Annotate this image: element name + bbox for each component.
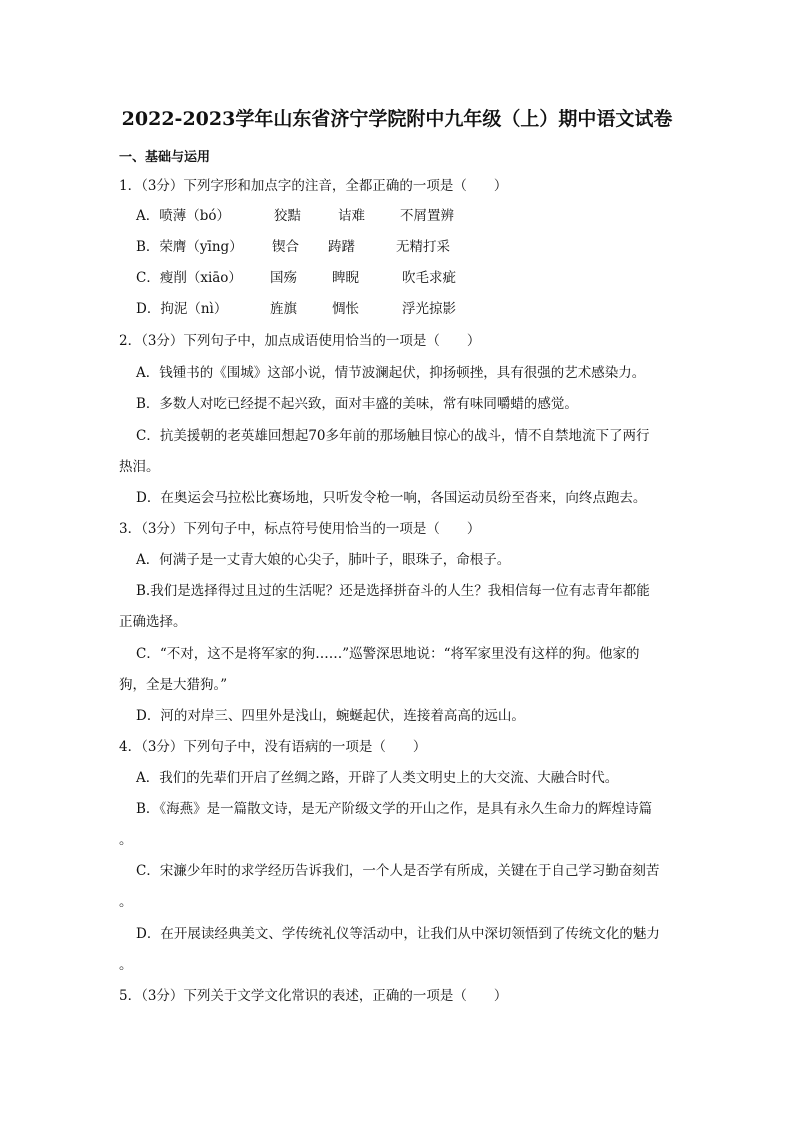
question-3-option-c: C．“不对，这不是将军家的狗……”巡警深思地说：“将军家里没有这样的狗。他家的 [136,646,640,662]
option-c-word-2: 国殇 [270,270,297,286]
question-4-option-c-cont: 。 [119,894,133,910]
question-2-option-d: D．在奥运会马拉松比赛场地，只听发令枪一响，各国运动员纷至沓来，向终点跑去。 [136,490,647,506]
option-b-word-4: 无精打采 [396,239,450,255]
page-title: 2022-2023学年山东省济宁学院附中九年级（上）期中语文试卷 [121,108,673,130]
question-4-stem: 4．（3分）下列句子中，没有语病的一项是（ ） [119,739,427,755]
option-a-word-3: 诘难 [338,208,365,224]
option-d-word-2: 旌旗 [270,301,297,317]
question-1-stem: 1．（3分）下列字形和加点字的注音，全都正确的一项是（ ） [119,178,508,194]
question-2-option-b: B．多数人对吃已经提不起兴致，面对丰盛的美味，常有味同嚼蜡的感觉。 [136,396,578,412]
option-d-word-1: D．拘泥（nì） [136,301,228,317]
option-c-word-1: C．瘦削（xiāo） [136,270,242,286]
question-4-option-c: C．宋濂少年时的求学经历告诉我们，一个人是否学有所成，关键在于自己学习勤奋刻苦 [136,863,660,879]
option-b-word-3: 踌躇 [328,239,355,255]
option-d-word-4: 浮光掠影 [402,301,456,317]
question-4-option-a: A．我们的先辈们开启了丝绸之路，开辟了人类文明史上的大交流、大融合时代。 [136,770,619,786]
option-a-word-1: A．喷薄（bó） [136,208,231,224]
question-1-option-b [136,238,450,256]
question-4-option-d: D．在开展读经典美文、学传统礼仪等活动中，让我们从中深切领悟到了传统文化的魅力 [136,926,660,942]
option-a-word-2: 狡黠 [274,208,301,224]
option-c-word-4: 吹毛求疵 [402,270,456,286]
section-heading: 一、基础与运用 [119,150,211,165]
question-4-option-b-cont: 。 [119,832,133,848]
question-3-option-b-cont: 正确选择。 [119,614,187,630]
option-d-word-3: 惆怅 [332,301,359,317]
question-4-option-d-cont: 。 [119,957,133,973]
question-1-option-d [136,300,456,318]
question-3-option-a: A．何满子是一丈青大娘的心尖子，肺叶子，眼珠子，命根子。 [136,552,511,568]
question-4-option-b: B．《海燕》是一篇散文诗，是无产阶级文学的开山之作，是具有永久生命力的辉煌诗篇 [136,801,653,817]
question-3-option-c-cont: 狗，全是大猎狗。” [119,677,228,693]
option-b-word-2: 锲合 [272,239,299,255]
question-2-option-c-cont: 热泪。 [119,459,160,475]
question-2-stem: 2．（3分）下列句子中，加点成语使用恰当的一项是（ ） [119,333,481,349]
question-1-option-c [136,269,456,287]
question-2-option-a: A．钱锺书的《围城》这部小说，情节波澜起伏，抑扬顿挫，具有很强的艺术感染力。 [136,365,646,381]
option-a-word-4: 不屑置辨 [400,208,454,224]
question-3-option-d: D．河的对岸三、四里外是浅山，蜿蜒起伏，连接着高高的远山。 [136,708,525,724]
question-3-stem: 3．（3分）下列句子中，标点符号使用恰当的一项是（ ） [119,521,481,537]
question-3-option-b: B.我们是选择得过且过的生活呢？还是选择拼奋斗的人生？我相信每一位有志青年都能 [136,583,650,599]
question-1-option-a [136,207,454,225]
question-5-stem: 5．（3分）下列关于文学文化常识的表述，正确的一项是（ ） [119,988,508,1004]
question-2-option-c: C．抗美援朝的老英雄回想起70多年前的那场触目惊心的战斗，情不自禁地流下了两行 [136,428,650,444]
option-c-word-3: 睥睨 [332,270,359,286]
option-b-word-1: B．荣膺（yīng） [136,239,243,255]
